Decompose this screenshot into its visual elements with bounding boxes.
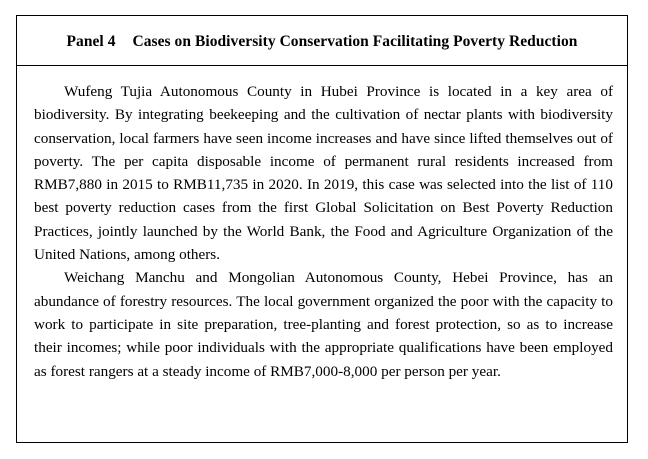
paragraph-wufeng: Wufeng Tujia Autonomous County in Hubei Province is located in a key area of biodiversity. By integrating beekeeping and the cultivation of nectar plants with biodiversity conservation, local farmers have seen income increases and have since lifted themselves out of poverty. The per capita disposable income of permanent rural residents increased from RMB7,880 in 2015 to RMB11,735 in 2020. In 2019, this case was selected into the list of 110 best poverty reduction cases from the first Global Solicitation on Best Poverty Reduction Practices, jointly launched by the World Bank, the Food and Agriculture Organization of the United Nations, among others. xyxy=(34,83,613,264)
panel-header xyxy=(17,16,627,66)
panel-body xyxy=(17,66,627,383)
paragraph-weichang: Weichang Manchu and Mongolian Autonomous County, Hebei Province, has an abundance of forestry resources. The local government organized the poor with the capacity to work to participate in site preparation, tree-planting and forest protection, so as to increase their incomes; while poor individuals with the appropriate qualifications have been employed as forest rangers at a steady income of RMB7,000-8,000 per person per year. xyxy=(34,269,613,380)
panel-label: Panel 4 xyxy=(66,32,116,50)
panel-title-text: Cases on Biodiversity Conservation Facilitating Poverty Reduction xyxy=(132,32,578,50)
panel-title xyxy=(67,33,578,51)
panel-box xyxy=(16,15,628,443)
